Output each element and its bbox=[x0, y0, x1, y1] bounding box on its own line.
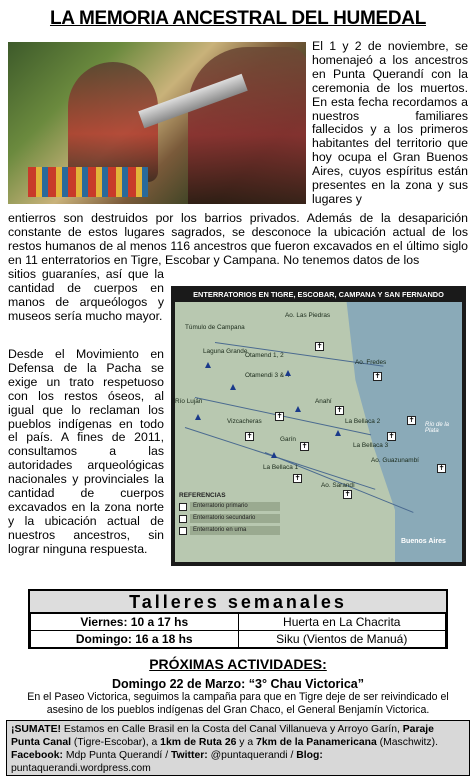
upcoming-heading: PRÓXIMAS ACTIVIDADES: bbox=[149, 656, 327, 672]
map-place: La Bellaca 1 bbox=[263, 464, 299, 471]
map-place: Ao. Guazunambí bbox=[371, 457, 419, 464]
map-place: Ao. Fredes bbox=[355, 359, 387, 366]
map-place: La Bellaca 3 bbox=[353, 442, 389, 449]
body-text-left-2: Desde el Movimiento en Defensa de la Pacha se exige un trato respetuoso con los restos óseos, al igual que lo reclaman los pueblos indígenas en todo el país. A fines de 2011, consultamos a las autoridades arqueológicas nacionales y provinciales la cantidad de cuerpos excavados en la zona norte y la ubicación actual de nuestros ancestros, sin lograr ninguna respuesta. bbox=[8, 347, 164, 556]
map-place: Otamendi 3 & 4 bbox=[245, 372, 290, 379]
body-text-full: entierros son destruidos por los barrios privados. Además de la desaparición constante de estos lugares sagrados, se desconoce la ubicación actual de los restos humanos de al menos 116 ancestros que fueron excavados en el último siglo en 11 enterratorios en Tigre, Escobar y Campana. No tenemos datos de los bbox=[8, 211, 468, 267]
map-place: Ao. Las Piedras bbox=[285, 312, 331, 319]
map-water-label: Río de la Plata bbox=[425, 422, 450, 434]
map-place: Otamend 1, 2 bbox=[245, 352, 284, 359]
twitter-link[interactable]: @puntaquerandi / bbox=[207, 750, 297, 761]
event-description: En el Paseo Victorica, seguimos la campaña para que en Tigre deje de ser reivindicado el asesino de los pueblos indígenas del Gran Chaco, el General Benjamín Victorica. bbox=[27, 691, 449, 716]
map-place: Laguna Grande bbox=[203, 348, 248, 355]
map-place: La Bellaca 2 bbox=[345, 418, 381, 425]
facebook-link[interactable]: Mdp Punta Querandí / bbox=[62, 750, 171, 761]
map-title: ENTERRATORIOS EN TIGRE, ESCOBAR, CAMPANA Y SAN FERNANDO bbox=[193, 290, 444, 299]
map-legend: REFERENCIAS Enterratorio primario Enterratorio secundario Enterratorio en urna bbox=[179, 492, 280, 538]
ceremony-photo bbox=[8, 42, 306, 204]
intro-text: El 1 y 2 de noviembre, se homenajeó a los ancestros en Punta Querandí con la ceremonia de los muertos. En esta fecha recordamos a nuestros familiares fallecidos y a los primeros habitantes del territorio que hoy ocupa el Gran Buenos Aires, cuyos espíritus están presentes en la zona y sus lugares y bbox=[312, 39, 468, 206]
map-place: Ao. Sarandí bbox=[321, 482, 355, 489]
blog-link[interactable]: puntaquerandi.wordpress.com bbox=[11, 763, 151, 774]
map-place: Buenos Aires bbox=[401, 538, 446, 545]
map-place: Túmulo de Campana bbox=[185, 324, 245, 331]
map-place: Anahí bbox=[315, 398, 332, 405]
map-place: Río Luján bbox=[175, 398, 203, 405]
page-title: LA MEMORIA ANCESTRAL DEL HUMEDAL bbox=[49, 8, 427, 29]
burial-sites-map: ENTERRATORIOS EN TIGRE, ESCOBAR, CAMPANA Y SAN FERNANDO Ao. Las Piedras Túmulo de Campana Laguna Grande Otamend 1, 2 Otamendi 3 & 4 Ao. Fredes Río Luján Anahí Vizcacheras Garín La Bellaca 1 La Bellaca 2 La Bellaca 3 Ao. Guazunambí Ao. Sarandí Río de la Plata Buenos Aires ✝ ✝ ✝ ✝ ✝ ✝ ✝ ✝ ✝ ✝ ✝ REFERENCIAS Enterratorio primario Enterratorio secundario Enterratorio en urna bbox=[171, 286, 466, 566]
map-place: Garín bbox=[280, 436, 296, 443]
body-text-left-1: sitios guaraníes, así que la cantidad de cuerpos en manos de arqueólogos y museos sería mucho mayor. bbox=[8, 267, 164, 323]
workshops-title: Talleres semanales bbox=[30, 591, 446, 613]
join-box: ¡SUMATE! Estamos en Calle Brasil en la Costa del Canal Villanueva y Arroyo Garín, Paraje Punta Canal (Tigre-Escobar), a 1km de Ruta 26 y a 7km de la Panamericana (Maschwitz). Facebook: Mdp Punta Querandí / Twitter: @puntaquerandi / Blog: puntaquerandi.wordpress.com bbox=[6, 720, 470, 776]
event-date: Domingo 22 de Marzo: “3° Chau Victorica” bbox=[111, 677, 365, 691]
map-place: Vizcacheras bbox=[227, 418, 262, 425]
table-row: Viernes: 10 a 17 hs Huerta en La Chacrita bbox=[31, 614, 446, 631]
table-row: Domingo: 16 a 18 hs Siku (Vientos de Manuá) bbox=[31, 631, 446, 648]
workshops-table bbox=[28, 589, 448, 649]
